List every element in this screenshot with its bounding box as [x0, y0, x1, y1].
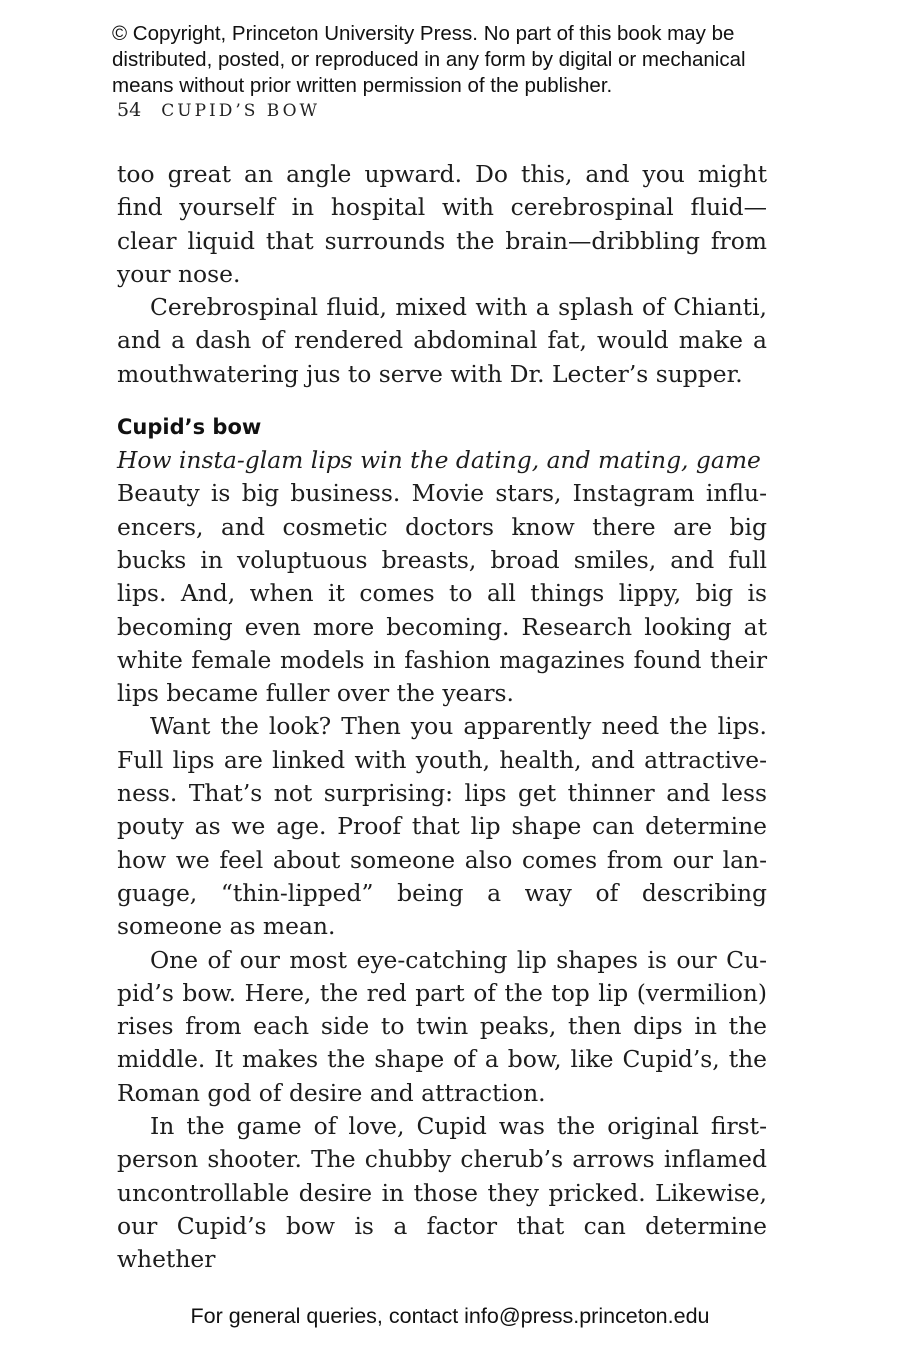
section-subheading: How insta-glam lips win the dating, and mating, game: [117, 446, 761, 475]
page-number: 54: [117, 99, 142, 121]
paragraph: In the game of love, Cupid was the original first-person shooter. The chubby cherub’s arrows inflamed uncontrollable desire in those they pricked. Likewise, our Cupid’s bow is a factor that can determine whether: [117, 1112, 767, 1274]
copyright-notice: © Copyright, Princeton University Press. No part of this book may be distributed, posted, or reproduced in any form by digital or mechanical means without prior written permission of the publisher.: [112, 22, 746, 97]
paragraph: One of our most eye-catching lip shapes is our Cupid’s bow. Here, the red part of the top lip (vermilion) rises from each side to twin peaks, then dips in the middle. It makes the shape of a bow, like Cupid’s, the Roman god of desire and attraction.: [117, 945, 767, 1107]
section-heading: Cupid’s bow: [117, 415, 262, 440]
footer-contact: For general queries, contact info@press.princeton.edu: [190, 1304, 710, 1328]
running-head: [117, 99, 320, 121]
paragraph: too great an angle upward. Do this, and you might find yourself in hospital with cerebrospinal fluid—clear liquid that surrounds the brain—dribbling from your nose.: [117, 160, 767, 288]
running-title: CUPID’S BOW: [161, 101, 321, 121]
paragraph: Cerebrospinal fluid, mixed with a splash of Chianti, and a dash of rendered abdominal fat, would make a mouthwatering jus to serve with Dr. Lecter’s supper.: [117, 293, 767, 388]
paragraph: Want the look? Then you apparently need the lips. Full lips are linked with youth, health, and attractiveness. That’s not surprising: lips get thinner and less pouty as we age. Proof that lip shape can determine how we feel about someone also comes from our language, “thin-lipped” being a way of describing someone as mean.: [117, 712, 767, 941]
paragraph: Beauty is big business. Movie stars, Instagram influencers, and cosmetic doctors know there are big bucks in voluptuous breasts, broad smiles, and full lips. And, when it comes to all things lippy, big is becoming even more becoming. Research looking at white female models in fashion magazines found their lips became fuller over the years.: [117, 479, 767, 708]
body-text: [117, 158, 767, 1277]
